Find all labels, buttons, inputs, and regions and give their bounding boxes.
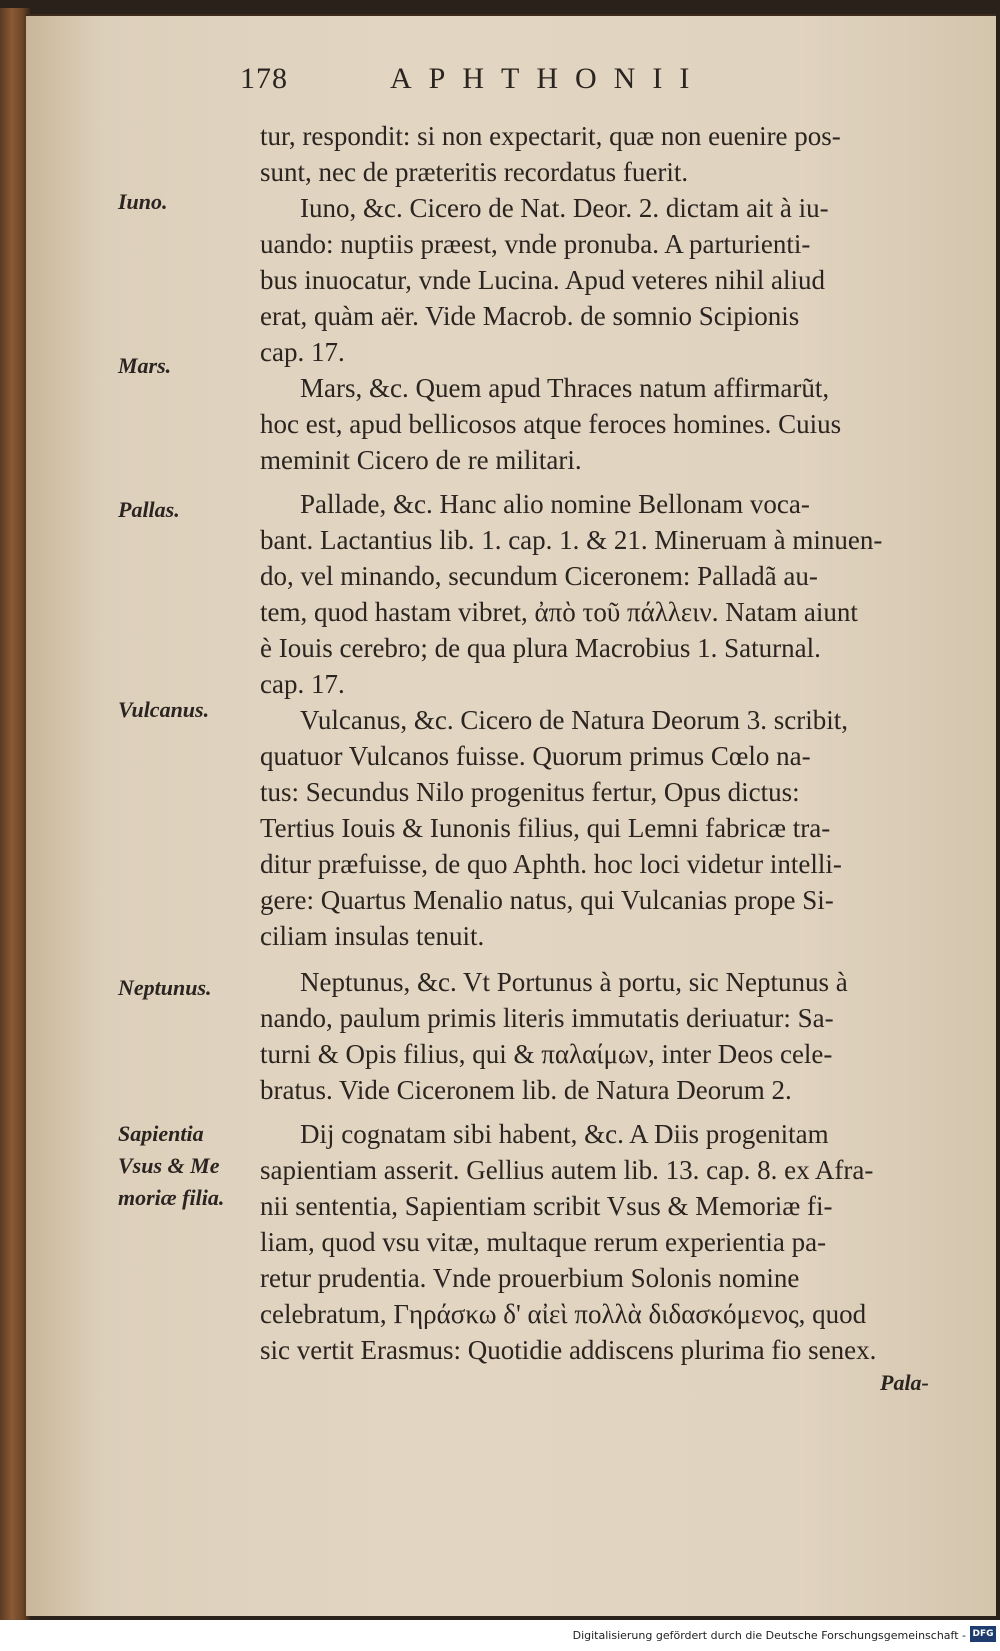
text-line: gere: Quartus Menalio natus, qui Vulcanias prope Si-	[260, 885, 834, 915]
dfg-logo: DFG	[970, 1626, 996, 1642]
catchword: Pala-	[880, 1370, 929, 1395]
text-line: retur prudentia. Vnde prouerbium Solonis nomine	[260, 1263, 800, 1293]
text-line: Neptunus, &c. Vt Portunus à portu, sic Neptunus à	[300, 967, 848, 997]
text-line: ciliam insulas tenuit.	[260, 921, 485, 951]
funding-credit: Digitalisierung gefördert durch die Deutsche Forschungsgemeinschaft -	[572, 1629, 966, 1642]
text-line: sapientiam asserit. Gellius autem lib. 13. cap. 8. ex Afra-	[260, 1155, 874, 1185]
text-line: Tertius Iouis & Iunonis filius, qui Lemni fabricæ tra-	[260, 813, 831, 843]
text-line: è Iouis cerebro; de qua plura Macrobius 1. Saturnal.	[260, 633, 821, 663]
text-line: liam, quod vsu vitæ, multaque rerum experientia pa-	[260, 1227, 827, 1257]
text-line: Pallade, &c. Hanc alio nomine Bellonam voca-	[300, 489, 810, 519]
text-line: bus inuocatur, vnde Lucina. Apud veteres nihil aliud	[260, 265, 826, 295]
text-line: bant. Lactantius lib. 1. cap. 1. & 21. Mineruam à minuen-	[260, 525, 883, 555]
text-line: Vulcanus, &c. Cicero de Natura Deorum 3. scribit,	[300, 705, 848, 735]
text-line: uando: nuptiis præest, vnde pronuba. A parturienti-	[260, 229, 811, 259]
running-head: APHTHONII	[390, 62, 707, 95]
text-line: Dij cognatam sibi habent, &c. A Diis progenitam	[300, 1119, 829, 1149]
margin-note-iuno: Iuno.	[118, 189, 168, 214]
text-line: tur, respondit: si non expectarit, quæ non euenire pos-	[260, 121, 841, 151]
text-line: sic vertit Erasmus: Quotidie addiscens plurima fio senex.	[260, 1335, 877, 1365]
text-line: tus: Secundus Nilo progenitus fertur, Opus dictus:	[260, 777, 800, 807]
text-line: turni & Opis filius, qui & παλαίμων, inter Deos cele-	[260, 1039, 833, 1069]
margin-note-memoriae: moriæ filia.	[118, 1185, 225, 1210]
text-line: quatuor Vulcanos fuisse. Quorum primus Cœlo na-	[260, 741, 811, 771]
margin-note-sapientia: Sapientia	[118, 1121, 204, 1146]
text-line: ditur præfuisse, de quo Aphth. hoc loci videtur intelli-	[260, 849, 842, 879]
text-line: celebratum, Γηράσκω δ' αἰεὶ πολλὰ διδασκόμενος, quod	[260, 1299, 867, 1329]
text-line: nii sententia, Sapientiam scribit Vsus & Memoriæ fi-	[260, 1191, 833, 1221]
digitization-footer	[0, 1620, 1000, 1651]
text-line: hoc est, apud bellicosos atque feroces homines. Cuius	[260, 409, 842, 439]
margin-note-vulcanus: Vulcanus.	[118, 697, 210, 722]
margin-note-neptunus: Neptunus.	[118, 975, 212, 1000]
page-number: 178	[240, 62, 288, 95]
text-line: sunt, nec de præteritis recordatus fuerit.	[260, 157, 689, 187]
text-line: Iuno, &c. Cicero de Nat. Deor. 2. dictam ait à iu-	[300, 193, 829, 223]
margin-note-pallas: Pallas.	[118, 497, 180, 522]
margin-note-vsus: Vsus & Me	[118, 1153, 220, 1178]
text-line: erat, quàm aër. Vide Macrob. de somnio Scipionis	[260, 301, 800, 331]
text-line: tem, quod hastam vibret, ἀπὸ τοῦ πάλλειν. Natam aiunt	[260, 597, 858, 627]
text-line: bratus. Vide Ciceronem lib. de Natura Deorum 2.	[260, 1075, 792, 1105]
text-line: nando, paulum primis literis immutatis deriuatur: Sa-	[260, 1003, 834, 1033]
margin-note-mars: Mars.	[118, 353, 172, 378]
text-line: do, vel minando, secundum Ciceronem: Palladã au-	[260, 561, 818, 591]
text-line: cap. 17.	[260, 669, 345, 699]
page-header	[240, 62, 960, 102]
text-line: cap. 17.	[260, 337, 345, 367]
text-line: meminit Cicero de re militari.	[260, 445, 582, 475]
text-line: Mars, &c. Quem apud Thraces natum affirmarũt,	[300, 373, 830, 403]
